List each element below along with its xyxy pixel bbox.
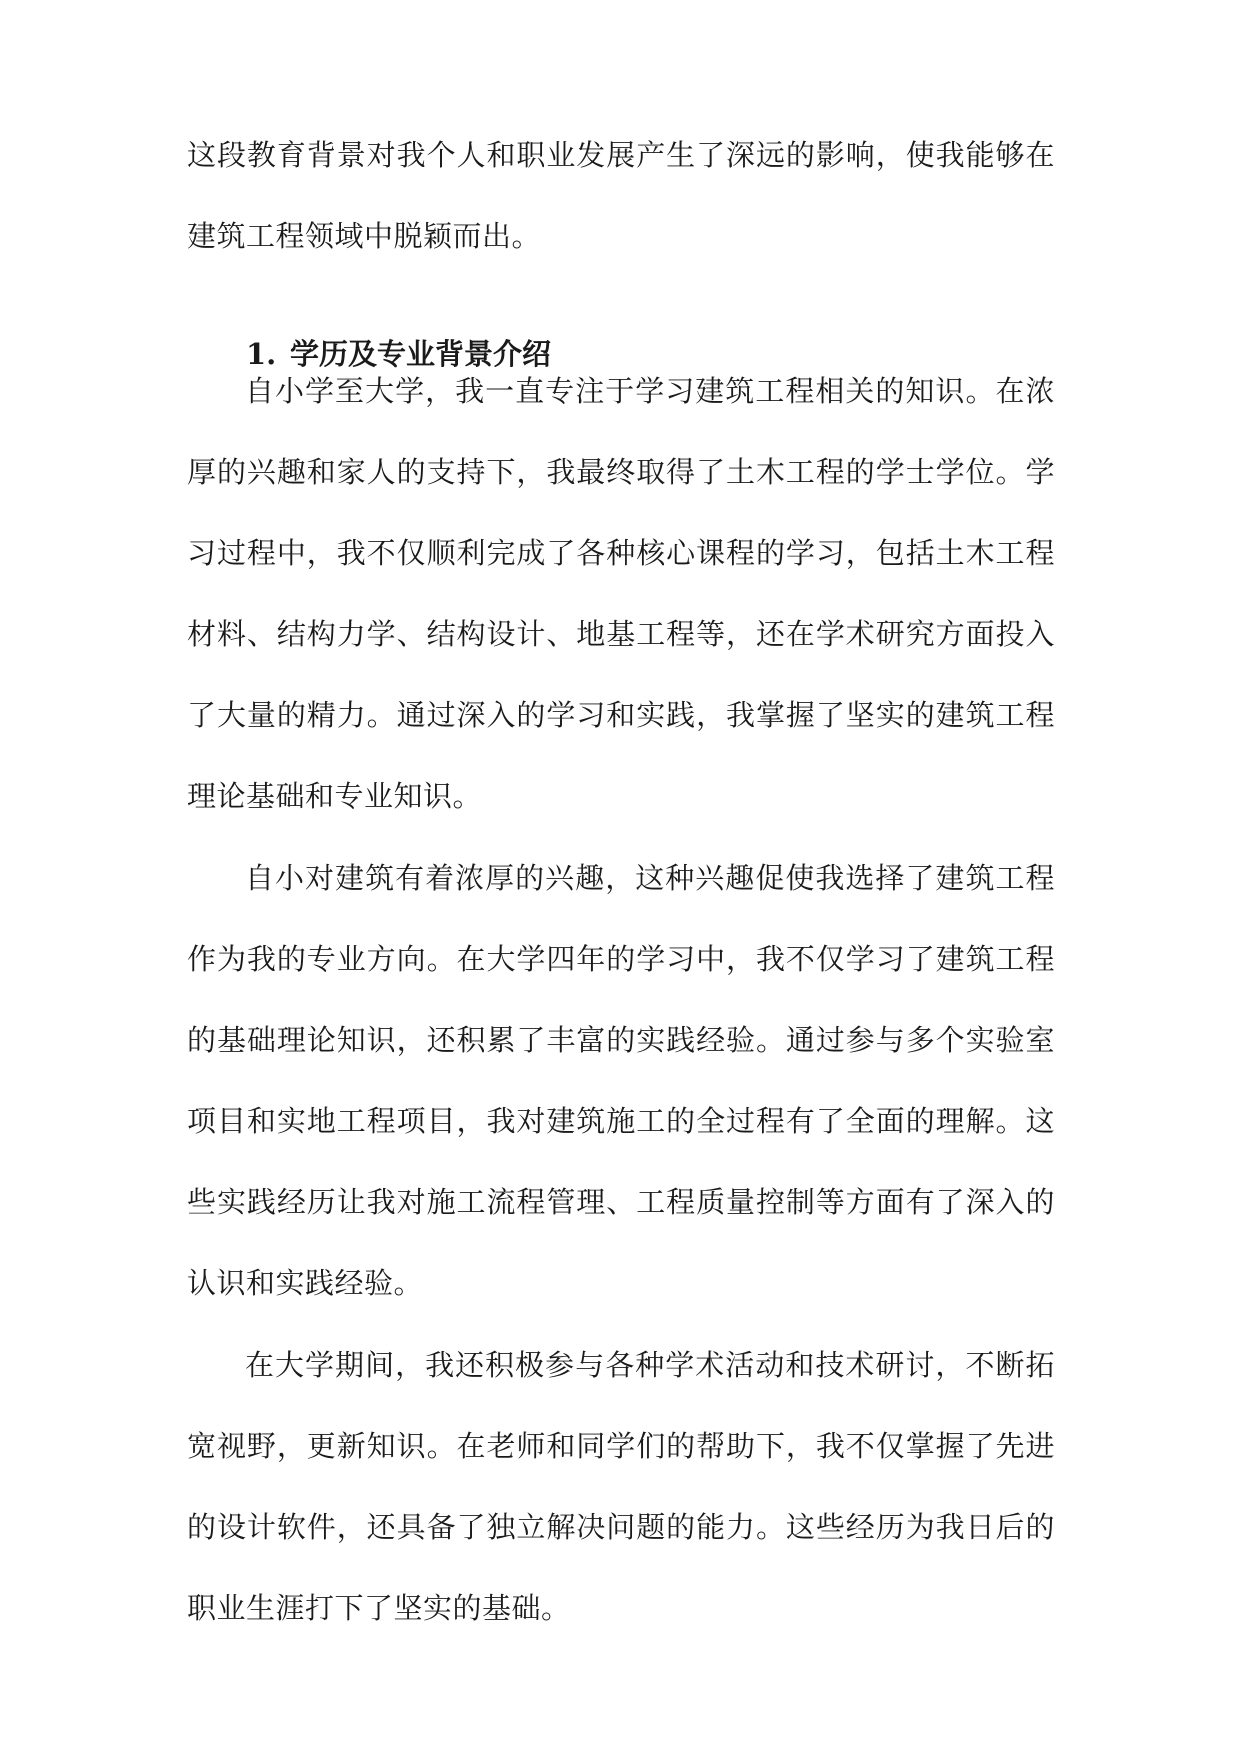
section-number: 1. bbox=[246, 337, 277, 371]
body-paragraph-1: 自小学至大学，我一直专注于学习建筑工程相关的知识。在浓厚的兴趣和家人的支持下，我最终取得了土木工程的学士学位。学习过程中，我不仅顺利完成了各种核心课程的学习，包括土木工程材料、结构力学、结构设计、地基工程等，还在学术研究方面投入了大量的精力。通过深入的学习和实践，我掌握了坚实的建筑工程理论基础和专业知识。 bbox=[187, 374, 1055, 813]
intro-paragraph: 这段教育背景对我个人和职业发展产生了深远的影响，使我能够在建筑工程领域中脱颖而出。 bbox=[187, 138, 1055, 253]
body-paragraph-3: 在大学期间，我还积极参与各种学术活动和技术研讨，不断拓宽视野，更新知识。在老师和同学们的帮助下，我不仅掌握了先进的设计软件，还具备了独立解决问题的能力。这些经历为我日后的职业生涯打下了坚实的基础。 bbox=[187, 1348, 1055, 1625]
body-paragraph-2: 自小对建筑有着浓厚的兴趣，这种兴趣促使我选择了建筑工程作为我的专业方向。在大学四年的学习中，我不仅学习了建筑工程的基础理论知识，还积累了丰富的实践经验。通过参与多个实验室项目和实地工程项目，我对建筑施工的全过程有了全面的理解。这些实践经历让我对施工流程管理、工程质量控制等方面有了深入的认识和实践经验。 bbox=[187, 861, 1055, 1300]
section-title: 学历及专业背景介绍 bbox=[290, 337, 552, 371]
